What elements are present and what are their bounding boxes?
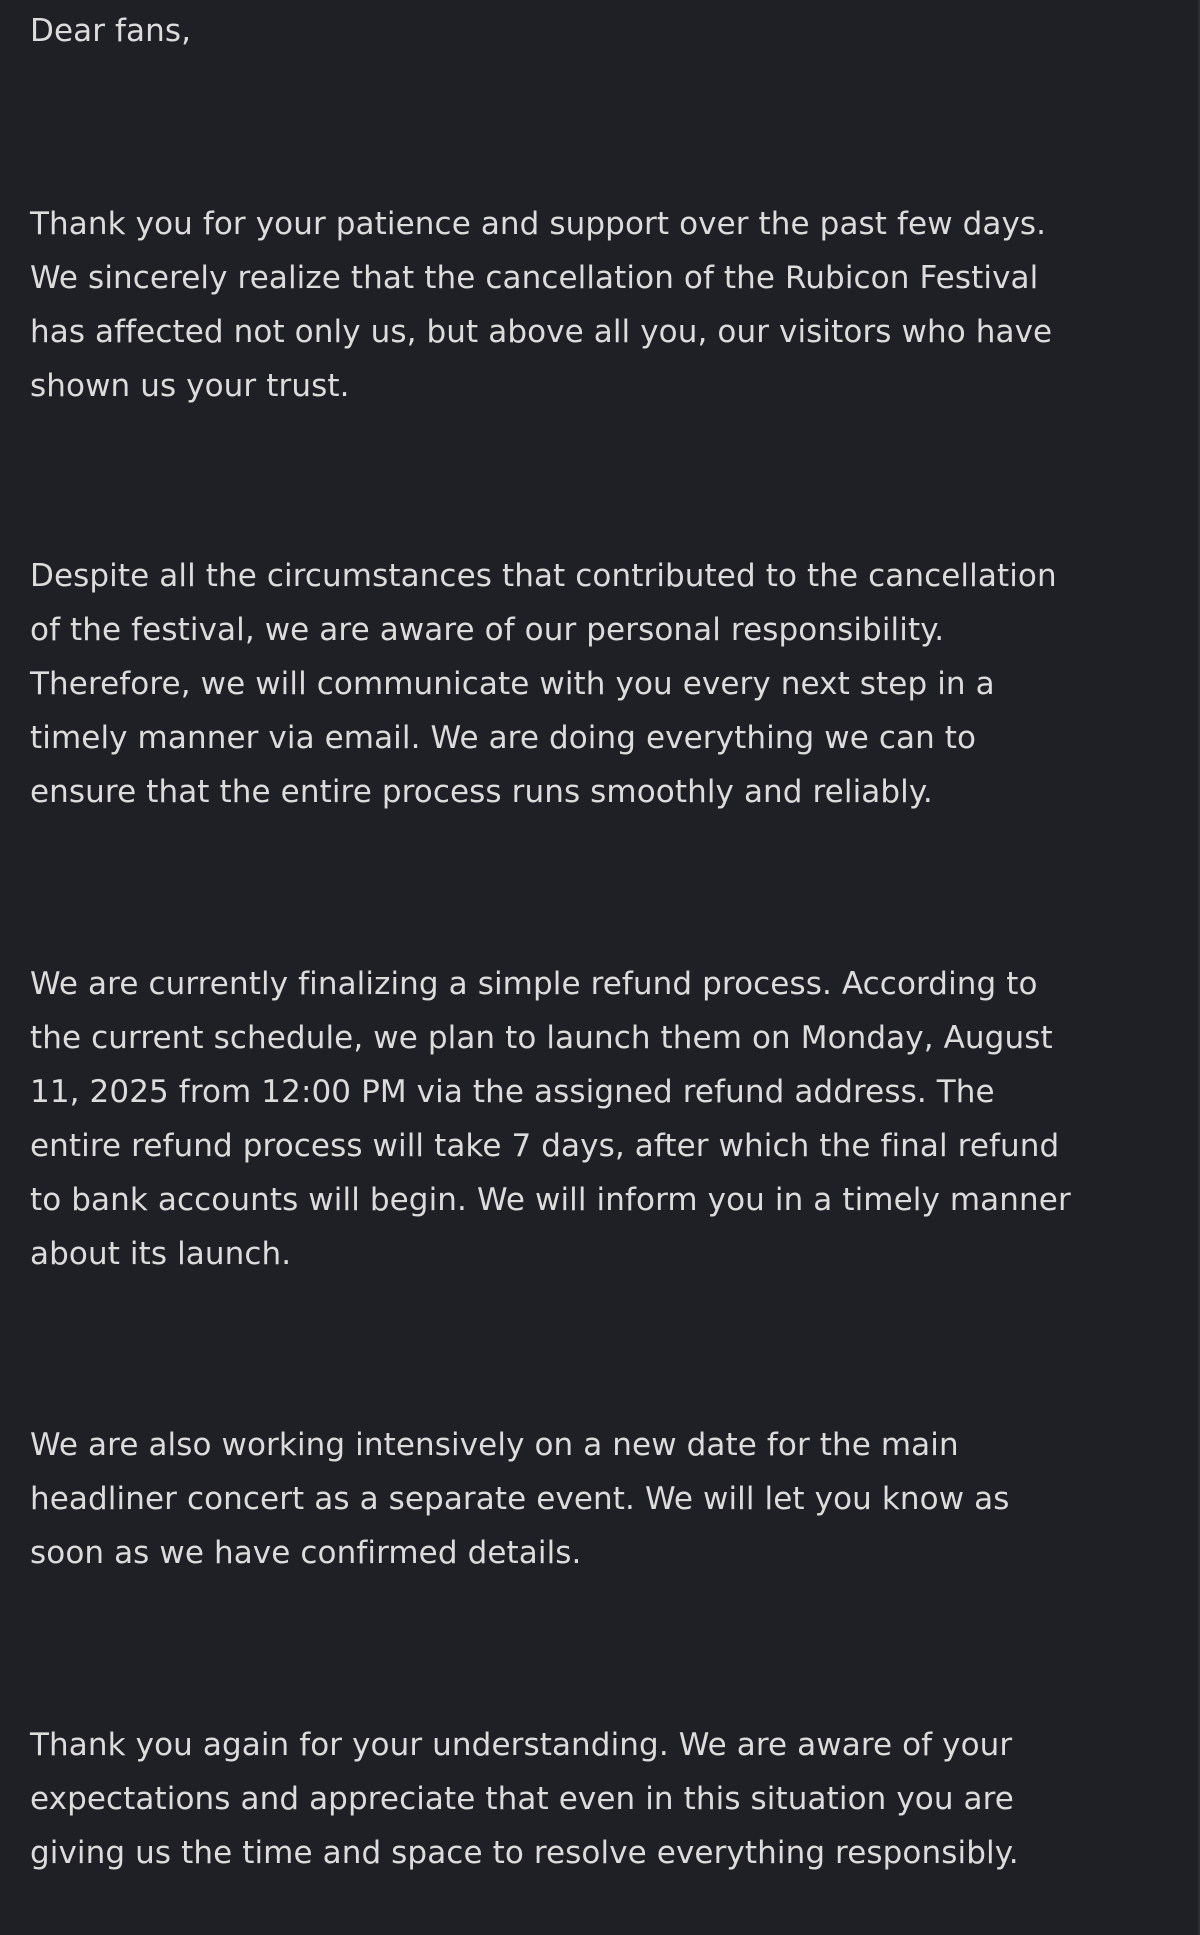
paragraph-line: Thank you for your patience and support over the past few days. [30,206,1047,242]
paragraph-line: We are also working intensively on a new date for the main [30,1427,959,1463]
paragraph-line: Therefore, we will communicate with you every next step in a [30,666,995,702]
greeting-line: Dear fans, [30,13,192,49]
paragraph-line: has affected not only us, but above all you, our visitors who have [30,314,1053,350]
paragraph-line: shown us your trust. [30,368,350,404]
paragraph-line: expectations and appreciate that even in this situation you are [30,1781,1014,1817]
paragraph-line: timely manner via email. We are doing everything we can to [30,720,977,756]
paragraph-refund-process [30,957,1071,1281]
paragraph-line: headliner concert as a separate event. We will let you know as [30,1481,1010,1517]
paragraph-line: about its launch. [30,1236,292,1272]
paragraph-line: ensure that the entire process runs smoothly and reliably. [30,774,933,810]
paragraph-line: 11, 2025 from 12:00 PM via the assigned refund address. The [30,1074,995,1110]
paragraph-line: We sincerely realize that the cancellation of the Rubicon Festival [30,260,1039,296]
paragraph-headliner-concert [30,1418,1009,1580]
paragraph-line: Despite all the circumstances that contributed to the cancellation [30,558,1057,594]
paragraph-line: giving us the time and space to resolve everything responsibly. [30,1835,1019,1871]
paragraph-line: We are currently finalizing a simple refund process. According to [30,966,1038,1002]
greeting [30,4,191,58]
paragraph-line: entire refund process will take 7 days, after which the final refund [30,1128,1060,1164]
paragraph-line: of the festival, we are aware of our personal responsibility. [30,612,945,648]
paragraph-line: Thank you again for your understanding. We are aware of your [30,1727,1013,1763]
paragraph-closing-thanks [30,1718,1019,1880]
paragraph-line: the current schedule, we plan to launch them on Monday, August [30,1020,1053,1056]
paragraph-line: soon as we have confirmed details. [30,1535,582,1571]
paragraph-thanks-patience [30,197,1052,413]
paragraph-line: to bank accounts will begin. We will inform you in a timely manner [30,1182,1071,1218]
paragraph-responsibility [30,549,1057,819]
